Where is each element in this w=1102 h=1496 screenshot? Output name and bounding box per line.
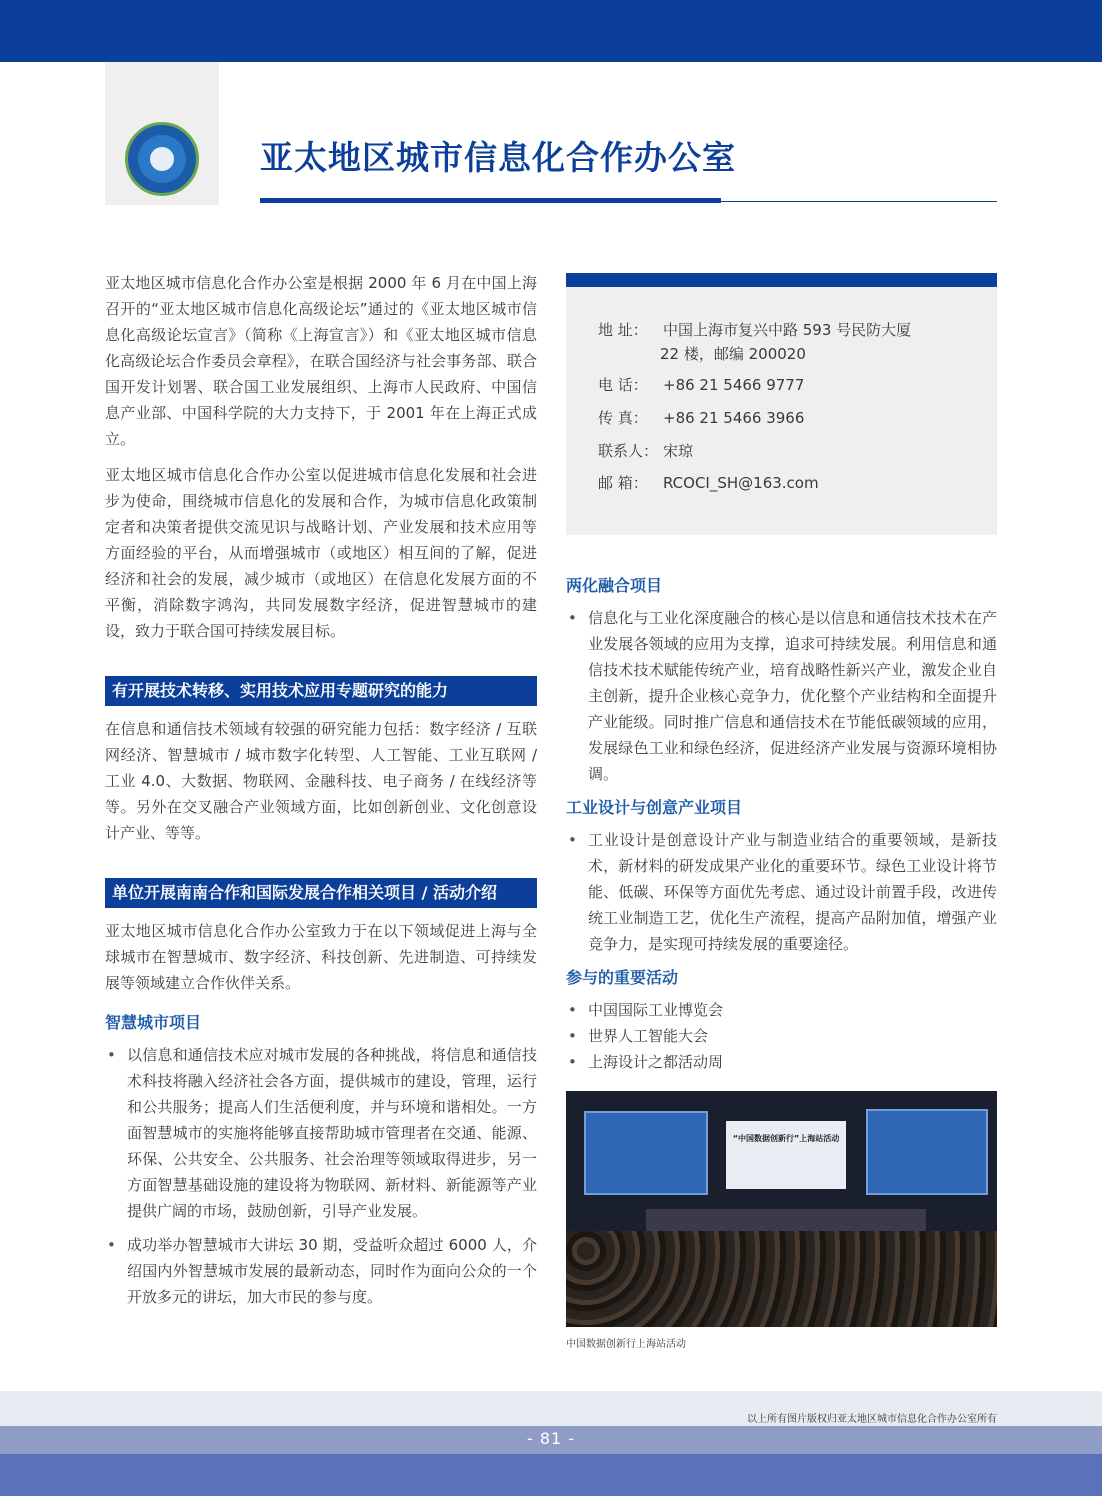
list-item: • 成功举办智慧城市大讲坛 30 期，受益听众超过 6000 人，介绍国内外智慧城市发展的最新动态，同时作为面向公众的一个开放多元的讲坛，加大市民的参与度。 xyxy=(105,1232,537,1310)
activities-list xyxy=(566,997,997,1075)
logo-panel xyxy=(105,62,219,205)
phone-row xyxy=(598,372,804,398)
intro-paragraph-1: 亚太地区城市信息化合作办公室是根据 2000 年 6 月在中国上海召开的“亚太地区城市信息化高级论坛”通过的《亚太地区城市信息化高级论坛宣言》（简称《上海宣言》）和《亚太地区城市信息化高级论坛合作委员会章程》，在联合国经济与社会事务部、联合国开发计划署、联合国工业发展组织、上海市人民政府、中国信息产业部、中国科学院的大力支持下，于 2001 年在上海正式成立。 xyxy=(105,274,537,448)
page-title: 亚太地区城市信息化合作办公室 xyxy=(260,138,736,177)
contact-panel-bar xyxy=(566,273,997,287)
integration-heading: 两化融合项目 xyxy=(566,576,663,595)
phone-value: +86 21 5466 9777 xyxy=(663,376,805,394)
email-value: RCOCI_SH@163.com xyxy=(663,474,819,492)
list-item: • 世界人工智能大会 xyxy=(566,1023,997,1049)
contact-person-label: 联系人： xyxy=(598,442,659,460)
intro-paragraph-2: 亚太地区城市信息化合作办公室以促进城市信息化发展和社会进步为使命，围绕城市信息化的发展和合作，为城市信息化政策制定者和决策者提供交流见识与战略计划、产业发展和技术应用等方面经验的平台，从而增强城市（或地区）相互间的了解，促进经济和社会的发展，减少城市（或地区）在信息化发展方面的不平衡，消除数字鸿沟，共同发展数字经济，促进智慧城市的建设，致力于联合国可持续发展目标。 xyxy=(105,466,537,640)
contact-person-value: 宋琼 xyxy=(663,442,694,460)
list-item: • 以信息和通信技术应对城市发展的各种挑战，将信息和通信技术科技将融入经济社会各方面，提供城市的建设，管理，运行和公共服务；提高人们生活便利度，并与环境和谐相处。一方面智慧城市的实施将能够直接帮助城市管理者在交通、能源、环保、公共安全、公共服务、社会治理等领域取得进步，另一方面智慧基础设施的建设将为物联网、新材料、新能源等产业提供广阔的市场，鼓励创新，引导产业发展。 xyxy=(105,1042,537,1224)
left-screen xyxy=(584,1111,708,1195)
top-header-bar xyxy=(0,0,1102,62)
address-line-1: 中国上海市复兴中路 593 号民防大厦 xyxy=(663,321,912,339)
research-paragraph: 在信息和通信技术领域有较强的研究能力包括：数字经济 / 互联网经济、智慧城市 / 城市数字化转型、人工智能、工业互联网 / 工业 4.0、大数据、物联网、金融科技、电子商务 / 在线经济等等。另外在交叉融合产业领域方面，比如创新创业、文化创意设计产业、等等。 xyxy=(105,720,537,842)
activities-heading: 参与的重要活动 xyxy=(566,968,679,987)
center-screen xyxy=(726,1121,846,1189)
title-underline-thin xyxy=(721,201,997,202)
section-heading-research: 有开展技术转移、实用技术应用专题研究的能力 xyxy=(105,676,537,706)
fax-value: +86 21 5466 3966 xyxy=(663,409,805,427)
contact-person-row xyxy=(598,438,693,464)
design-list xyxy=(566,827,997,957)
right-column xyxy=(566,273,997,1350)
fax-row xyxy=(598,405,804,431)
right-screen xyxy=(866,1109,988,1195)
email-label: 邮 箱： xyxy=(598,474,648,492)
list-item: • 信息化与工业化深度融合的核心是以信息和通信技术技术在产业发展各领域的应用为支撑，追求可持续发展。利用信息和通信技术技术赋能传统产业，培育战略性新兴产业，激发企业自主创新，提升企业核心竞争力，优化整个产业结构和全面提升产业能级。同时推广信息和通信技术在节能低碳领域的应用，发展绿色工业和绿色经济，促进经济产业发展与资源环境相协调。 xyxy=(566,605,997,787)
footer-dark-band xyxy=(0,1454,1102,1496)
page-number: - 81 - xyxy=(526,1429,576,1448)
phone-label: 电 话： xyxy=(598,376,648,394)
address-label: 地 址： xyxy=(598,321,648,339)
photo-caption: 中国数据创新行上海站活动 xyxy=(566,1339,686,1350)
copyright-note: 以上所有图片版权归亚太地区城市信息化合作办公室所有 xyxy=(747,1414,997,1425)
smart-city-heading: 智慧城市项目 xyxy=(105,1013,202,1032)
address-line-2: 22 楼，邮编 200020 xyxy=(660,345,806,363)
audience xyxy=(566,1231,997,1327)
address-row xyxy=(598,317,911,343)
section-heading-cooperation: 单位开展南南合作和国际发展合作相关项目 / 活动介绍 xyxy=(105,878,537,908)
title-underline xyxy=(260,198,721,203)
left-column xyxy=(105,270,537,1318)
global-city-informatization-logo-icon xyxy=(125,122,199,196)
email-row xyxy=(598,470,819,496)
contact-panel xyxy=(566,273,997,535)
fax-label: 传 真： xyxy=(598,409,648,427)
smart-city-list xyxy=(105,1042,537,1310)
list-item: • 工业设计是创意设计产业与制造业结合的重要领域，是新技术，新材料的研发成果产业化的重要环节。绿色工业设计将节能、低碳、环保等方面优先考虑、通过设计前置手段，改进传统工业制造工艺，优化生产流程，提高产品附加值，增强产业竞争力，是实现可持续发展的重要途径。 xyxy=(566,827,997,957)
center-screen-text: “中国数据创新行”上海站活动 xyxy=(732,1134,840,1143)
event-photo xyxy=(566,1091,997,1327)
design-heading: 工业设计与创意产业项目 xyxy=(566,798,743,817)
list-item: • 中国国际工业博览会 xyxy=(566,997,997,1023)
list-item: • 上海设计之都活动周 xyxy=(566,1049,997,1075)
integration-list xyxy=(566,605,997,787)
cooperation-paragraph: 亚太地区城市信息化合作办公室致力于在以下领域促进上海与全球城市在智慧城市、数字经济、科技创新、先进制造、可持续发展等领域建立合作伙伴关系。 xyxy=(105,922,537,992)
